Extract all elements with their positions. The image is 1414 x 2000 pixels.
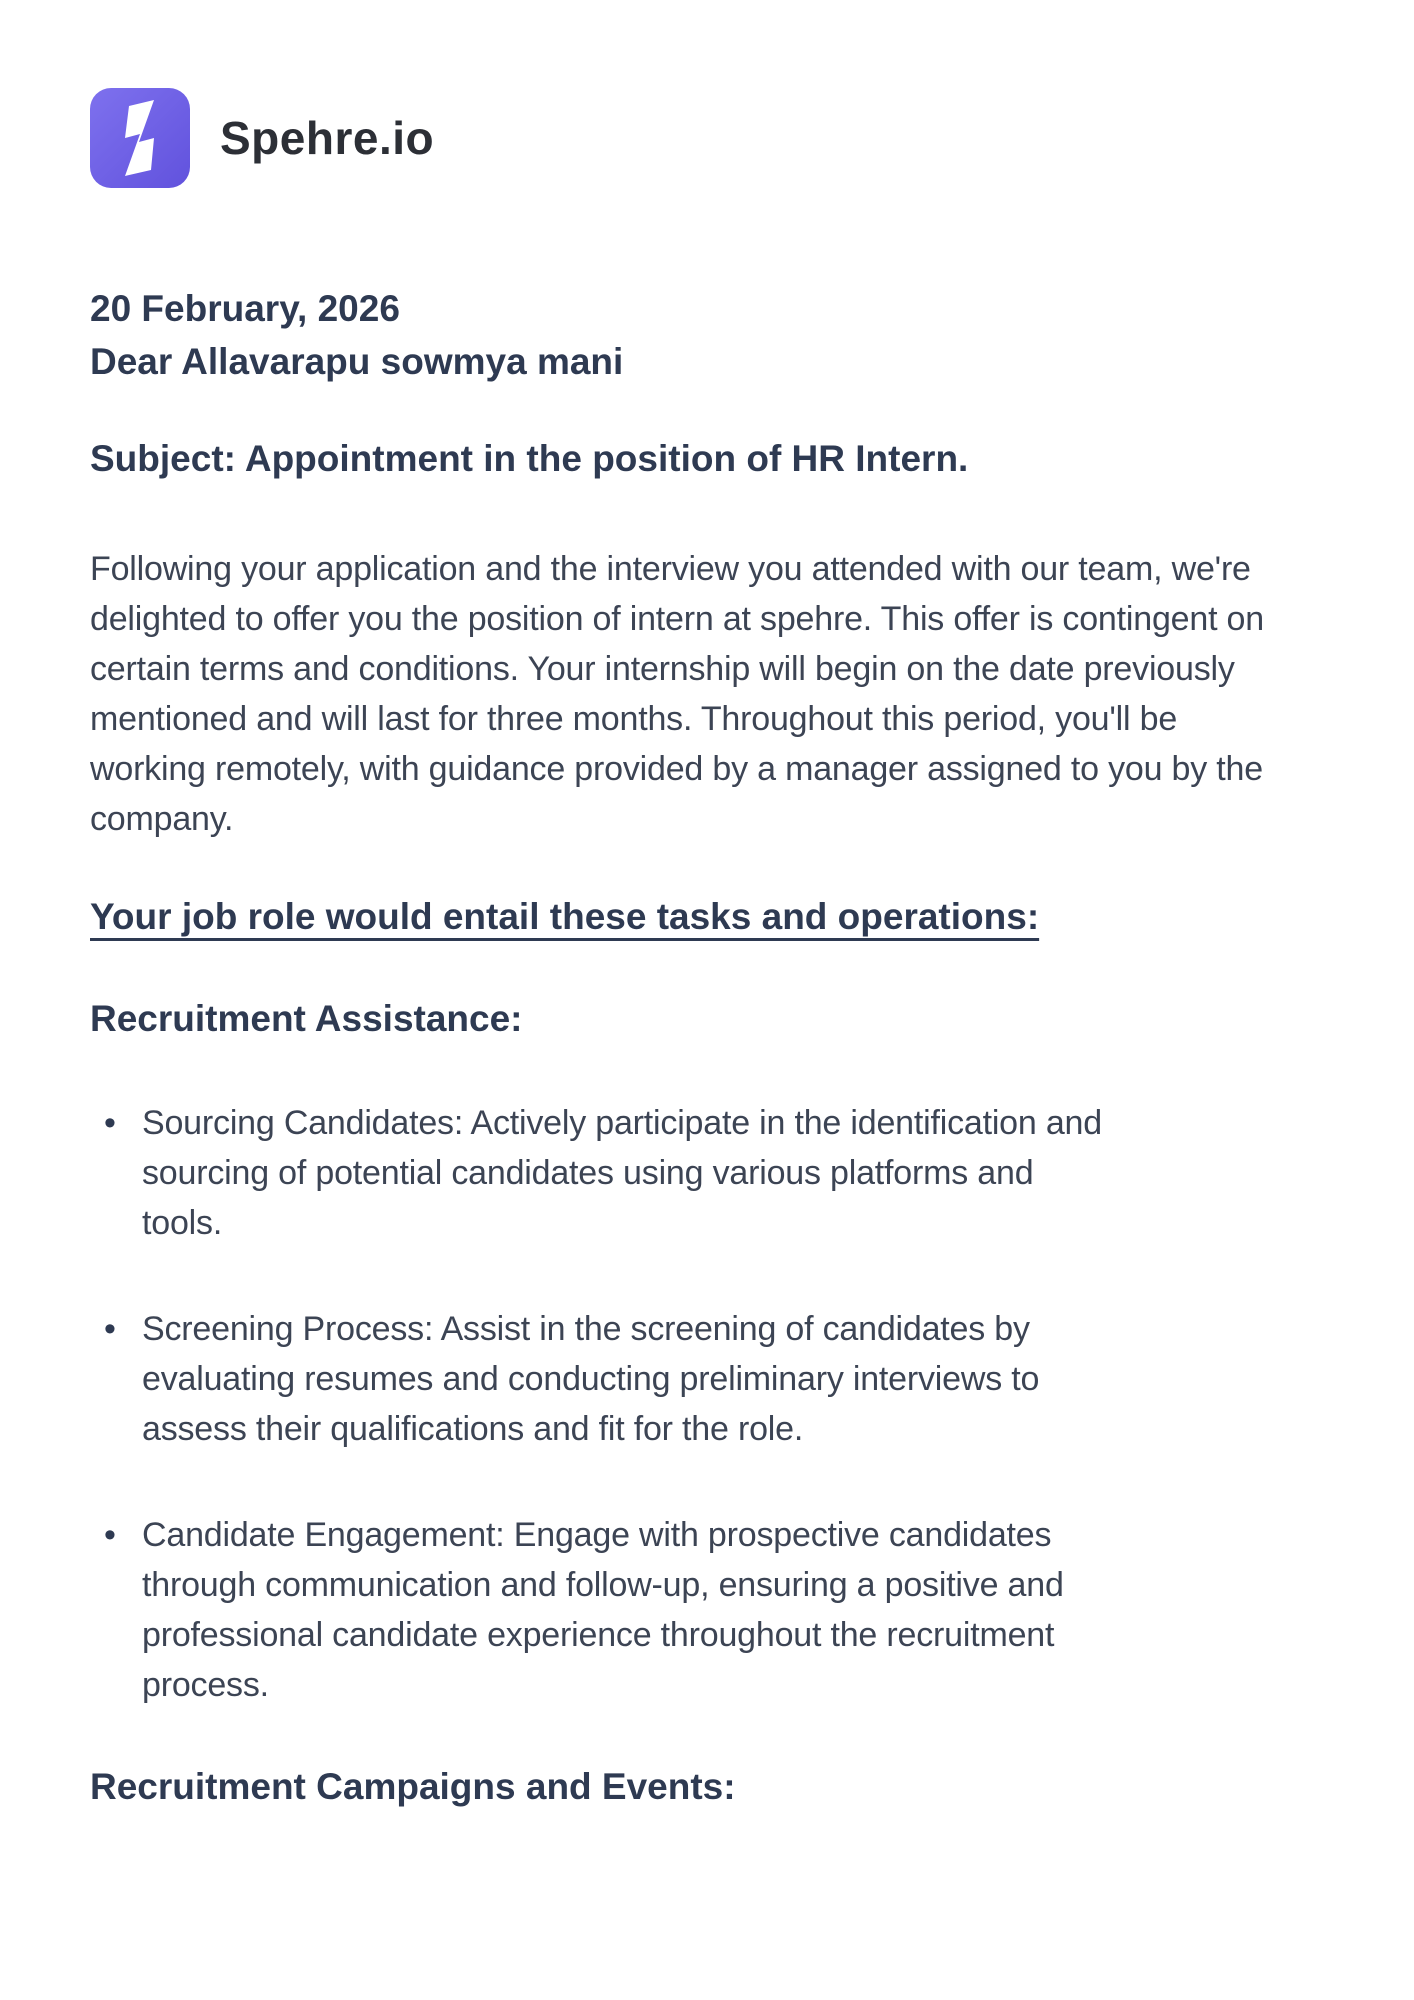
tasks-heading: Your job role would entail these tasks and operations: bbox=[90, 896, 1040, 937]
letter-salutation: Dear Allavarapu sowmya mani bbox=[90, 341, 624, 382]
spehre-logo-icon bbox=[90, 88, 190, 188]
section-title-recruitment-campaigns: Recruitment Campaigns and Events: bbox=[90, 1766, 736, 1807]
bullet-dot: • bbox=[104, 1516, 116, 1554]
bullet-item-screening-process bbox=[104, 1304, 1334, 1454]
bullet-text: Candidate Engagement: Engage with prospective candidates through communication and follow-up, ensuring a positive and professional candidate experience throughout the recruitment process. bbox=[142, 1516, 1064, 1704]
date-salutation-block bbox=[90, 282, 1334, 388]
bullet-item-candidate-engagement bbox=[104, 1510, 1334, 1710]
section-title-recruitment-assistance: Recruitment Assistance: bbox=[90, 998, 523, 1039]
bullet-text: Sourcing Candidates: Actively participate in the identification and sourcing of potential candidates using various platforms and tools. bbox=[142, 1104, 1102, 1242]
letter-content bbox=[90, 282, 1334, 1808]
letter-date: 20 February, 2026 bbox=[90, 288, 400, 329]
brand-name: Spehre.io bbox=[220, 112, 435, 164]
bullet-dot: • bbox=[104, 1104, 116, 1142]
recruitment-assistance-list bbox=[90, 1098, 1334, 1710]
brand-header bbox=[90, 88, 1334, 188]
bullet-text: Screening Process: Assist in the screening of candidates by evaluating resumes and conducting preliminary interviews to assess their qualifications and fit for the role. bbox=[142, 1310, 1040, 1448]
subject-line: Subject: Appointment in the position of HR Intern. bbox=[90, 438, 969, 479]
intro-paragraph: Following your application and the interview you attended with our team, we're delighted to offer you the position of intern at spehre. This offer is contingent on certain terms and conditions. Your internship will begin on the date previously mentioned and will last for three months. Throughout this period, you'll be working remotely, with guidance provided by a manager assigned to you by the company. bbox=[90, 550, 1264, 838]
bullet-dot: • bbox=[104, 1310, 116, 1348]
bullet-item-sourcing-candidates bbox=[104, 1098, 1334, 1248]
